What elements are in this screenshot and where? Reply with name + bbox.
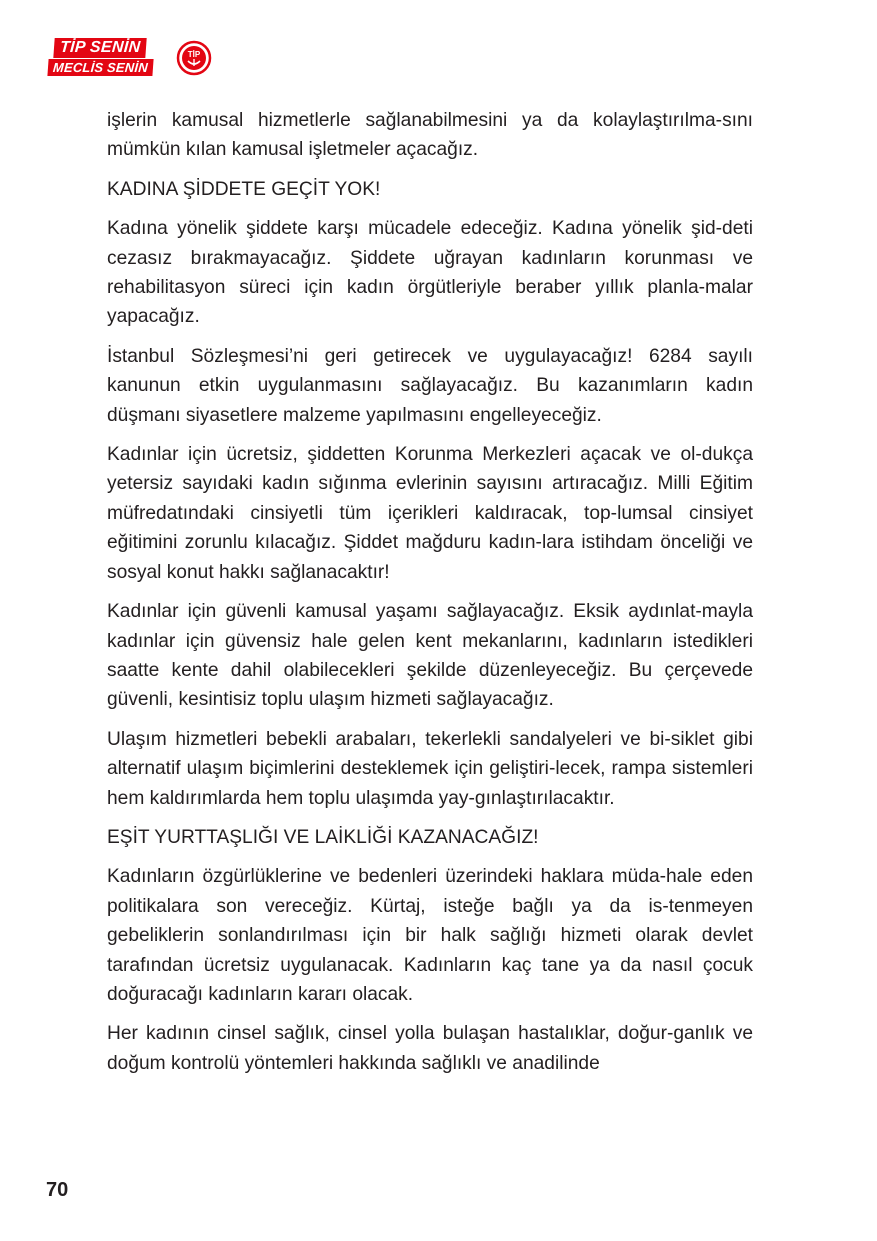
page-number: 70 [46, 1179, 69, 1201]
paragraph-istanbul-convention: İstanbul Sözleşmesi’ni geri getirecek ve uygulayacağız! 6284 sayılı kanunun etkin uygulanmasını sağlayacağız. Bu kazanımların kadın düşmanı siyasetlere malzeme yapılmasını engelleyeceğiz. [107, 345, 753, 426]
paragraph-protection-centers: Kadınlar için ücretsiz, şiddetten Korunma Merkezleri açacak ve ol-dukça yetersiz sayıdaki kadın sığınma evlerinin sayısını artıracağız. Milli Eğitim müfredatındaki cinsiyetli tüm içerikleri kaldıracak, top-lumsal cinsiyet eğitimini zorunlu kılacağız. Şiddet mağduru kadın-lara istihdam önceliği ve sosyal konut hakkı sağlanacaktır! [107, 444, 753, 583]
body-text [107, 106, 753, 1088]
emblem-label: TİP [187, 50, 201, 59]
paragraph-fight-violence: Kadına yönelik şiddete karşı mücadele edeceğiz. Kadına yönelik şid-deti cezasız bırakmayacağız. Şiddete uğrayan kadınların korunması ve rehabilitasyon süreci için kadın örgütleriyle beraber yıllık planla-malar yapacağız. [107, 218, 753, 328]
paragraph-bodily-rights: Kadınların özgürlüklerine ve bedenleri üzerindeki haklara müda-hale eden politikalara son vereceğiz. Kürtaj, isteğe bağlı ya da is-tenmeyen gebeliklerin sonlandırılması için bir halk sağlığı hizmeti olarak devlet tarafından ücretsiz uygulanacak. Kadınların kaç tane ya da nasıl çocuk doğuracağı kadınların kararı olacak. [107, 866, 753, 1005]
party-emblem-icon [176, 40, 212, 76]
paragraph-transport-services: Ulaşım hizmetleri bebekli arabaları, tekerlekli sandalyeleri ve bi-siklet gibi alternatif ulaşım biçimlerini desteklemek için geliştiri-lecek, rampa sistemleri hem kaldırımlarda hem toplu ulaşımda yay-gınlaştırılacaktır. [107, 728, 753, 809]
logo-slogan-line2: MECLİS SENİN [47, 59, 153, 76]
heading-no-violence: KADINA ŞİDDETE GEÇİT YOK! [107, 178, 381, 200]
paragraph-public-enterprises: işlerin kamusal hizmetlerle sağlanabilmesini ya da kolaylaştırılma-sını mümkün kılan kamusal işletmeler açacağız. [107, 110, 753, 161]
heading-equal-citizenship: EŞİT YURTTAŞLIĞI VE LAİKLİĞİ KAZANACAĞIZ! [107, 826, 539, 848]
paragraph-sexual-health: Her kadının cinsel sağlık, cinsel yolla bulaşan hastalıklar, doğur-ganlık ve doğum kontrolü yöntemleri hakkında sağlıklı ve anadilinde [107, 1023, 753, 1074]
party-logo [46, 38, 216, 82]
paragraph-safe-public-life: Kadınlar için güvenli kamusal yaşamı sağlayacağız. Eksik aydınlat-mayla kadınlar için güvensiz hale gelen kent mekanlarını, kadınların istedikleri saatte kente dahil olabilecekleri şekilde düzenleyeceğiz. Bu çerçevede güvenli, kesintisiz toplu ulaşım hizmeti sağlayacağız. [107, 601, 753, 711]
logo-slogan-line1: TİP SENİN [53, 38, 147, 58]
